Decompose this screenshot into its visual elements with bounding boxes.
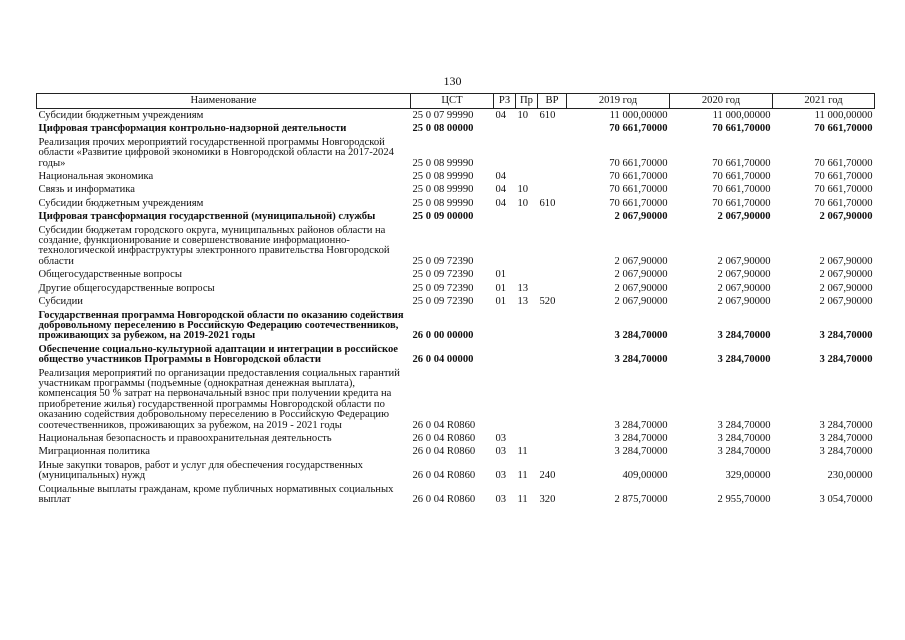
row-2021: 70 661,70000 <box>814 157 873 169</box>
table-header-row <box>37 94 875 109</box>
row-2019: 2 875,70000 <box>614 494 668 505</box>
row-2019: 2 067,90000 <box>614 296 668 308</box>
row-rz <box>494 309 516 343</box>
table-row <box>37 109 875 123</box>
row-rz <box>494 136 516 170</box>
row-rz: 03 <box>495 494 507 505</box>
page-number: 130 <box>443 74 462 88</box>
row-2019: 2 067,90000 <box>614 282 668 294</box>
row-rz: 04 <box>495 184 507 196</box>
row-2019: 70 661,70000 <box>609 157 668 169</box>
row-2021: 2 067,90000 <box>819 296 873 308</box>
row-name: Национальная экономика <box>38 171 154 183</box>
row-name: Субсидии <box>38 296 83 308</box>
row-2021: 70 661,70000 <box>814 197 873 209</box>
row-2019: 3 284,70000 <box>614 354 668 366</box>
row-vr <box>538 122 567 135</box>
table-row <box>37 210 875 223</box>
row-pr: 13 <box>517 282 529 294</box>
row-cst: 25 0 09 72390 <box>412 282 474 294</box>
row-rz: 03 <box>495 432 507 444</box>
row-2019: 2 067,90000 <box>614 255 668 267</box>
row-2021: 70 661,70000 <box>814 171 873 183</box>
row-vr: 610 <box>539 197 556 209</box>
row-rz: 01 <box>495 282 507 294</box>
row-name: Связь и информатика <box>38 184 135 196</box>
table-row <box>37 136 875 170</box>
row-2019: 409,00000 <box>622 470 668 482</box>
row-cst: 25 0 07 99990 <box>412 110 474 121</box>
table-row <box>37 367 875 432</box>
row-cst: 25 0 08 00000 <box>412 123 474 135</box>
row-2019: 70 661,70000 <box>609 171 668 183</box>
row-cst: 26 0 04 R0860 <box>412 432 476 444</box>
row-2021: 2 067,90000 <box>819 211 873 223</box>
row-name: Другие общегосударственные вопросы <box>38 282 215 294</box>
row-pr <box>516 309 538 343</box>
row-2020: 3 284,70000 <box>717 432 771 444</box>
row-2020: 3 284,70000 <box>717 354 771 366</box>
row-2020: 70 661,70000 <box>712 184 771 196</box>
row-pr <box>516 122 538 135</box>
row-name: Государственная программа Новгородской области по оказанию содействия добровольному переселению в Российскую Федерацию соотечественников, проживающих за рубежом, на 2019-2021 годы <box>38 309 404 342</box>
header-2019: 2019 год <box>567 94 670 109</box>
row-2020: 11 000,00000 <box>712 110 771 121</box>
row-cst: 26 0 04 R0860 <box>412 419 476 431</box>
row-vr <box>538 170 567 183</box>
row-cst: 25 0 08 99990 <box>412 197 474 209</box>
row-name: Обеспечение социально-культурной адаптации и интеграции в российское общество участников Программы в Новгородской области <box>38 343 398 366</box>
row-2020: 3 284,70000 <box>717 446 771 458</box>
row-pr <box>516 170 538 183</box>
row-vr <box>538 309 567 343</box>
row-2021: 2 067,90000 <box>819 282 873 294</box>
row-2021: 230,00000 <box>827 470 873 482</box>
row-name: Субсидии бюджетным учреждениям <box>38 110 204 121</box>
row-2019: 3 284,70000 <box>614 432 668 444</box>
row-rz <box>494 210 516 223</box>
row-2020: 70 661,70000 <box>712 157 771 169</box>
row-pr <box>516 432 538 445</box>
row-name: Социальные выплаты гражданам, кроме публичных нормативных социальных выплат <box>38 483 394 505</box>
row-pr: 10 <box>517 110 529 121</box>
row-rz <box>494 122 516 135</box>
row-vr <box>538 136 567 170</box>
row-name: Реализация мероприятий по организации предоставления социальных гарантий участникам программы (подъемные (однократная денежная выплата), компенсация 50 % затрат на первоначальный взнос при получении кредита на приобретение жилья) государственной программы Новгородской области по оказанию содействия добровольному переселению в Российскую Федерацию соотечественников, проживающих за рубежом, на 2019 - 2021 годы <box>38 367 400 431</box>
row-cst: 26 0 00 00000 <box>412 330 474 342</box>
row-2020: 329,00000 <box>725 470 771 482</box>
row-pr <box>516 136 538 170</box>
table-row <box>37 170 875 183</box>
table-row <box>37 309 875 343</box>
row-vr: 610 <box>539 110 556 121</box>
row-2020: 2 067,90000 <box>717 255 771 267</box>
row-vr <box>538 445 567 458</box>
row-cst: 26 0 04 R0860 <box>412 446 476 458</box>
row-name: Цифровая трансформация государственной (муниципальной) службы <box>38 211 376 223</box>
row-vr <box>538 343 567 367</box>
row-pr: 13 <box>517 296 529 308</box>
row-2019: 70 661,70000 <box>609 197 668 209</box>
row-2021: 3 284,70000 <box>819 354 873 366</box>
row-2020: 3 284,70000 <box>717 330 771 342</box>
table-row <box>37 295 875 308</box>
row-cst: 25 0 08 99990 <box>412 157 474 169</box>
table-row <box>37 459 875 483</box>
row-name: Национальная безопасность и правоохранительная деятельность <box>38 432 332 444</box>
row-cst: 25 0 09 72390 <box>412 255 474 267</box>
row-vr: 240 <box>539 470 556 482</box>
row-vr <box>538 224 567 269</box>
row-rz: 04 <box>495 171 507 183</box>
table-row <box>37 224 875 269</box>
row-cst: 26 0 04 R0860 <box>412 494 476 505</box>
row-2021: 3 284,70000 <box>819 330 873 342</box>
row-cst: 25 0 09 00000 <box>412 211 474 223</box>
row-2020: 70 661,70000 <box>712 197 771 209</box>
row-rz: 03 <box>495 446 507 458</box>
row-2020: 2 067,90000 <box>717 211 771 223</box>
row-vr: 520 <box>539 296 556 308</box>
row-2019: 70 661,70000 <box>609 123 668 135</box>
header-2021: 2021 год <box>773 94 875 109</box>
row-vr <box>538 268 567 281</box>
row-2021: 3 054,70000 <box>819 494 873 505</box>
row-vr <box>538 432 567 445</box>
header-vr: ВР <box>538 94 567 109</box>
row-2021: 11 000,00000 <box>814 110 873 121</box>
row-pr: 10 <box>517 197 529 209</box>
header-2020: 2020 год <box>670 94 773 109</box>
row-rz: 03 <box>495 470 507 482</box>
table-body <box>37 109 875 507</box>
row-cst: 25 0 09 72390 <box>412 269 474 281</box>
row-rz <box>494 367 516 432</box>
row-2020: 70 661,70000 <box>712 171 771 183</box>
row-2021: 70 661,70000 <box>814 123 873 135</box>
table-row <box>37 197 875 210</box>
table-row <box>37 483 875 507</box>
row-2019: 3 284,70000 <box>614 419 668 431</box>
row-cst: 25 0 09 72390 <box>412 296 474 308</box>
row-2019: 2 067,90000 <box>614 211 668 223</box>
header-rz: РЗ <box>494 94 516 109</box>
row-pr: 11 <box>517 494 528 505</box>
row-vr <box>538 183 567 196</box>
row-pr: 11 <box>517 470 528 482</box>
row-name: Субсидии бюджетным учреждениям <box>38 197 204 209</box>
row-2021: 2 067,90000 <box>819 255 873 267</box>
row-2020: 2 067,90000 <box>717 282 771 294</box>
row-name: Цифровая трансформация контрольно-надзорной деятельности <box>38 123 347 135</box>
row-pr <box>516 268 538 281</box>
row-name: Иные закупки товаров, работ и услуг для обеспечения государственных (муниципальных) нужд <box>38 459 363 482</box>
row-cst: 25 0 08 99990 <box>412 171 474 183</box>
row-rz <box>494 343 516 367</box>
row-vr <box>538 210 567 223</box>
row-2021: 70 661,70000 <box>814 184 873 196</box>
row-cst: 26 0 04 00000 <box>412 354 474 366</box>
row-rz: 04 <box>495 197 507 209</box>
row-2019: 11 000,00000 <box>609 110 668 121</box>
row-pr <box>516 343 538 367</box>
row-2019: 3 284,70000 <box>614 330 668 342</box>
row-rz <box>494 224 516 269</box>
header-cst: ЦСТ <box>411 94 494 109</box>
row-pr <box>516 367 538 432</box>
row-2020: 70 661,70000 <box>712 123 771 135</box>
row-2019: 3 284,70000 <box>614 446 668 458</box>
table-row <box>37 183 875 196</box>
row-vr: 320 <box>539 494 556 505</box>
row-vr <box>538 367 567 432</box>
table-row <box>37 268 875 281</box>
row-pr <box>516 224 538 269</box>
row-rz: 04 <box>495 110 507 121</box>
table-row <box>37 122 875 135</box>
row-name: Реализация прочих мероприятий государственной программы Новгородской области «Развитие цифровой экономики в Новгородской области на 2017-2024 годы» <box>38 136 394 169</box>
row-2021: 3 284,70000 <box>819 419 873 431</box>
row-cst: 25 0 08 99990 <box>412 184 474 196</box>
row-pr <box>516 210 538 223</box>
table-row <box>37 432 875 445</box>
row-2020: 2 955,70000 <box>717 494 771 505</box>
row-rz: 01 <box>495 269 507 281</box>
budget-table <box>36 93 875 506</box>
table-row <box>37 343 875 367</box>
row-pr: 11 <box>517 446 528 458</box>
row-vr <box>538 282 567 295</box>
row-2020: 3 284,70000 <box>717 419 771 431</box>
header-name: Наименование <box>37 94 411 109</box>
row-2021: 2 067,90000 <box>819 269 873 281</box>
table-row <box>37 445 875 458</box>
row-2021: 3 284,70000 <box>819 432 873 444</box>
row-pr: 10 <box>517 184 529 196</box>
row-rz: 01 <box>495 296 507 308</box>
header-pr: Пр <box>516 94 538 109</box>
row-name: Миграционная политика <box>38 446 150 458</box>
row-2019: 70 661,70000 <box>609 184 668 196</box>
row-2019: 2 067,90000 <box>614 269 668 281</box>
row-name: Субсидии бюджетам городского округа, муниципальных районов области на создание, функционирование и совершенствование информационно-технологической инфраструктуры электронного правительства Новгородской области <box>38 224 390 267</box>
row-name: Общегосударственные вопросы <box>38 269 182 281</box>
table-row <box>37 282 875 295</box>
row-cst: 26 0 04 R0860 <box>412 470 476 482</box>
row-2020: 2 067,90000 <box>717 296 771 308</box>
row-2020: 2 067,90000 <box>717 269 771 281</box>
row-2021: 3 284,70000 <box>819 446 873 458</box>
